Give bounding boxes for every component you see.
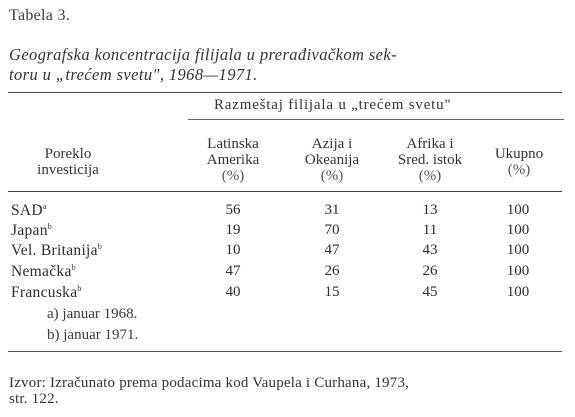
cell-africa-middle-east: 11	[422, 222, 438, 238]
footnote-b: b) januar 1971.	[47, 327, 139, 343]
table-label: Tabela 3.	[9, 7, 71, 24]
caption-line-1: Geografska koncentracija filijala u prerađivačkom sek-	[9, 45, 398, 64]
cell-total: 100	[506, 222, 530, 238]
column-header-latin-unit: (%)	[221, 168, 245, 184]
row-label-text: Vel. Britanija	[11, 242, 98, 260]
row-label	[11, 284, 82, 302]
cell-africa-middle-east: 45	[422, 284, 438, 300]
table-caption	[9, 45, 565, 85]
cell-total: 100	[506, 242, 530, 258]
row-label	[11, 222, 52, 240]
column-header-asia-line-2: Okeanija	[304, 152, 360, 168]
spanning-column-header: Razmeštaj filijala u „trećem svetu"	[214, 97, 452, 113]
column-header-africa-unit: (%)	[418, 168, 442, 184]
cell-latin-america: 40	[225, 284, 241, 300]
column-header-latin-line-1: Latinska	[207, 136, 259, 152]
footnote-mark: b	[47, 222, 53, 231]
column-header-origin-line-1: Poreklo	[44, 146, 92, 162]
column-header-africa-middle-east	[383, 136, 477, 184]
cell-latin-america: 19	[225, 222, 241, 238]
row-label-text: Japan	[11, 222, 48, 240]
caption-line-2: toru u „trećem svetu", 1968—1971.	[9, 65, 258, 84]
footnote-mark: b	[97, 242, 103, 251]
cell-total: 100	[506, 263, 530, 279]
cell-total: 100	[506, 202, 530, 218]
cell-asia-oceania: 31	[324, 202, 340, 218]
source-note	[9, 375, 569, 407]
table-bottom-rule	[8, 351, 562, 352]
source-line-1: Izvor: Izračunato prema podacima kod Vaupela i Curhana, 1973,	[9, 375, 410, 391]
cell-asia-oceania: 15	[324, 284, 340, 300]
cell-latin-america: 10	[225, 242, 241, 258]
row-label-text: SAD	[11, 202, 43, 220]
column-header-total	[484, 146, 554, 178]
column-header-asia-line-1: Azija i	[311, 136, 353, 152]
footnote-mark: b	[71, 263, 76, 272]
footnote-a: a) januar 1968.	[47, 306, 138, 322]
cell-asia-oceania: 26	[324, 263, 340, 279]
column-header-total-line-1: Ukupno	[494, 146, 544, 162]
cell-asia-oceania: 70	[324, 222, 340, 238]
column-header-latin-america	[188, 136, 278, 184]
row-label-text: Nemačka	[11, 263, 72, 281]
column-header-asia-unit: (%)	[320, 168, 344, 184]
column-header-total-unit: (%)	[507, 162, 531, 178]
row-label-text: Francuska	[11, 284, 78, 302]
column-header-origin-line-2: investicija	[37, 162, 99, 178]
footnote-mark: b	[77, 284, 82, 293]
cell-africa-middle-east: 26	[422, 263, 438, 279]
cell-asia-oceania: 47	[324, 242, 340, 258]
spanning-header-underline	[188, 119, 564, 120]
column-header-latin-line-2: Amerika	[206, 152, 260, 168]
cell-africa-middle-east: 43	[422, 242, 438, 258]
row-label	[11, 263, 76, 281]
cell-africa-middle-east: 13	[422, 202, 438, 218]
column-header-africa-line-2: Sred. istok	[397, 152, 463, 168]
cell-latin-america: 47	[225, 263, 241, 279]
cell-total: 100	[506, 284, 530, 300]
cell-latin-america: 56	[225, 202, 241, 218]
table-header-rule	[8, 191, 562, 192]
source-line-2: str. 122.	[9, 391, 59, 407]
footnote-mark: a	[42, 202, 47, 211]
column-header-origin	[18, 146, 118, 178]
row-label	[11, 242, 102, 260]
table-top-rule	[8, 92, 562, 93]
column-header-asia-oceania	[290, 136, 374, 184]
column-header-africa-line-1: Afrika i	[406, 136, 454, 152]
row-label	[11, 202, 47, 220]
